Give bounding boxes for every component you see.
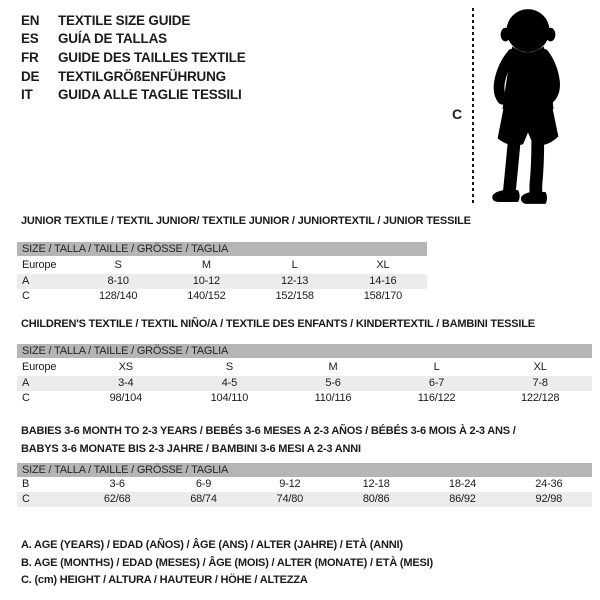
size-header-bar: SIZE / TALLA / TAILLE / GRÖSSE / TAGLIA xyxy=(17,242,427,256)
language-code: ES xyxy=(21,31,39,47)
table-row: B 3-6 6-9 9-12 12-18 18-24 24-36 xyxy=(22,478,563,490)
guide-title-de: TEXTILGRÖßENFÜHRUNG xyxy=(58,68,226,84)
language-code: IT xyxy=(21,87,33,103)
language-row-it xyxy=(21,85,246,104)
table-row: Europe S M L XL xyxy=(22,259,390,271)
language-row-en xyxy=(21,11,246,30)
guide-title-it: GUIDA ALLE TAGLIE TESSILI xyxy=(58,87,242,103)
footnote-a: A. AGE (YEARS) / EDAD (AÑOS) / ÂGE (ANS) / ALTER (JAHRE) / ETÀ (ANNI) xyxy=(21,539,403,551)
table-row: C 128/140 140/152 152/158 158/170 xyxy=(22,290,403,302)
language-row-fr xyxy=(21,48,246,67)
size-header-bar: SIZE / TALLA / TAILLE / GRÖSSE / TAGLIA xyxy=(17,344,592,358)
footnotes-block xyxy=(21,537,433,590)
table-row: C 62/68 68/74 74/80 80/86 86/92 92/98 xyxy=(17,492,592,507)
footnote-c: C. (cm) HEIGHT / ALTURA / HAUTEUR / HÖHE / ALTEZZA xyxy=(21,574,308,586)
guide-title-es: GUÍA DE TALLAS xyxy=(58,31,167,47)
table-row: Europe XS S M L XL xyxy=(22,361,547,373)
language-code: DE xyxy=(21,68,40,84)
height-measure-label: C xyxy=(452,106,462,122)
footnote-b: B. AGE (MONTHS) / EDAD (MESES) / ÂGE (MOIS) / ALTER (MONATE) / ETÀ (MESI) xyxy=(21,556,433,569)
table-row: A 3-4 4-5 5-6 6-7 7-8 xyxy=(17,376,592,391)
junior-size-table xyxy=(17,242,427,304)
children-table-title: CHILDREN'S TEXTILE / TEXTIL NIÑO/A / TEXTILE DES ENFANTS / KINDERTEXTIL / BAMBINI TESSILE xyxy=(21,318,535,330)
children-size-table xyxy=(17,344,592,406)
language-title-block xyxy=(21,11,246,104)
babies-size-table xyxy=(17,463,592,507)
language-code: FR xyxy=(21,49,39,65)
table-row: C 98/104 104/110 110/116 116/122 122/128 xyxy=(22,392,560,404)
babies-table-title xyxy=(21,423,516,458)
language-row-de xyxy=(21,67,246,86)
junior-table-title: JUNIOR TEXTILE / TEXTIL JUNIOR/ TEXTILE JUNIOR / JUNIORTEXTIL / JUNIOR TESSILE xyxy=(21,215,471,227)
baby-silhouette-icon xyxy=(481,7,574,208)
size-header-bar: SIZE / TALLA / TAILLE / GRÖSSE / TAGLIA xyxy=(17,463,592,477)
babies-table-title-line1: BABIES 3-6 MONTH TO 2-3 YEARS / BEBÉS 3-6 MESES A 2-3 AÑOS / BÉBÉS 3-6 MOIS À 2-3 ANS / xyxy=(21,425,516,437)
language-code: EN xyxy=(21,12,40,28)
height-measure-dashed-line xyxy=(472,8,474,206)
guide-title-fr: GUIDE DES TAILLES TEXTILE xyxy=(58,49,246,65)
guide-title-en: TEXTILE SIZE GUIDE xyxy=(58,12,191,28)
babies-table-title-line2: BABYS 3-6 MONATE BIS 2-3 JAHRE / BAMBINI 3-6 MESI A 2-3 ANNI xyxy=(21,442,361,455)
language-row-es xyxy=(21,30,246,49)
table-row: A 8-10 10-12 12-13 14-16 xyxy=(17,274,427,289)
